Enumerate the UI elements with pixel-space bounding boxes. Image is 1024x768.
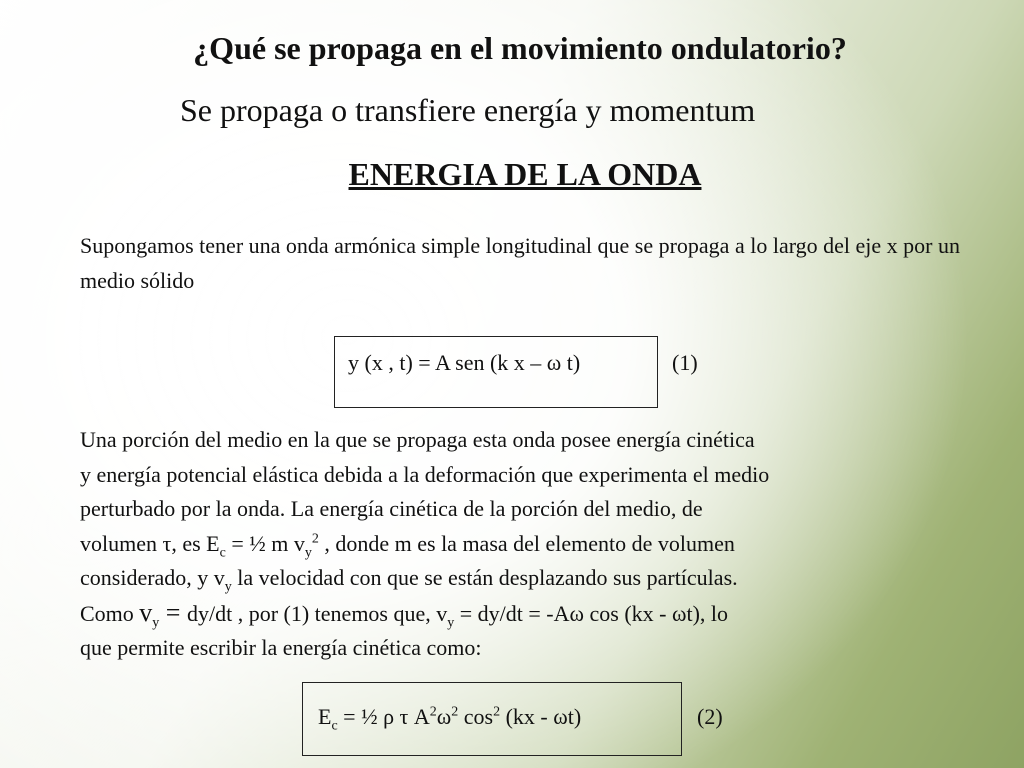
subscript: c [219,544,226,560]
superscript: 2 [429,704,437,720]
text-run: cos [458,704,494,729]
paragraph-intro: Supongamos tener una onda armónica simple longitudinal que se propaga a lo largo del eje x por un medio sólido [80,233,960,293]
equation-2 [318,704,582,734]
paragraph-line [80,561,985,596]
section-heading: ENERGIA DE LA ONDA [348,156,702,192]
text-run: v [139,597,153,627]
text-run: = ½ ρ τ A [337,704,430,729]
paragraph-line: perturbado por la onda. La energía cinética de la porción del medio, de [80,496,703,521]
equation-2-number: (2) [697,704,723,729]
equation-1-number: (1) [672,350,698,375]
text-run: (kx - ωt) [500,704,582,729]
text-run: = [159,597,187,627]
text-run: considerado, y v [80,565,225,590]
paragraph-line: y energía potencial elástica debida a la deformación que experimenta el medio [80,461,770,487]
slide-subtitle: Se propaga o transfiere energía y momentum [180,92,756,128]
subscript: y [152,614,160,630]
paragraph-line: que permite escribir la energía cinética como: [80,635,482,660]
subscript: c [331,718,338,734]
superscript: 2 [493,704,501,720]
text-run: E [318,704,332,729]
paragraph-line [80,596,985,632]
text-run: dy/dt , por (1) tenemos que, v [186,600,448,626]
text-run: la velocidad con que se están desplazando sus partículas. [231,565,738,590]
paragraph-line: Una porción del medio en la que se propaga esta onda posee energía cinética [80,427,755,452]
subscript: y [224,579,232,595]
paragraph-kinetic-energy [80,423,985,666]
superscript: 2 [451,704,459,720]
text-run: = dy/dt = -Aω cos (kx - ωt), lo [454,600,729,626]
text-run: , donde m es la masa del elemento de volumen [318,530,735,556]
subscript: y [304,544,312,560]
subscript: y [447,614,455,630]
text-run: Como [80,600,140,626]
slide-title: ¿Qué se propaga en el movimiento ondulatorio? [193,30,847,66]
superscript: 2 [311,531,319,547]
text-run: = ½ m v [225,530,305,556]
equation-1: y (x , t) = A sen (k x – ω t) [348,350,581,375]
paragraph-line [80,527,985,562]
text-run: ω [436,704,452,729]
text-run: volumen τ, es E [80,530,220,556]
